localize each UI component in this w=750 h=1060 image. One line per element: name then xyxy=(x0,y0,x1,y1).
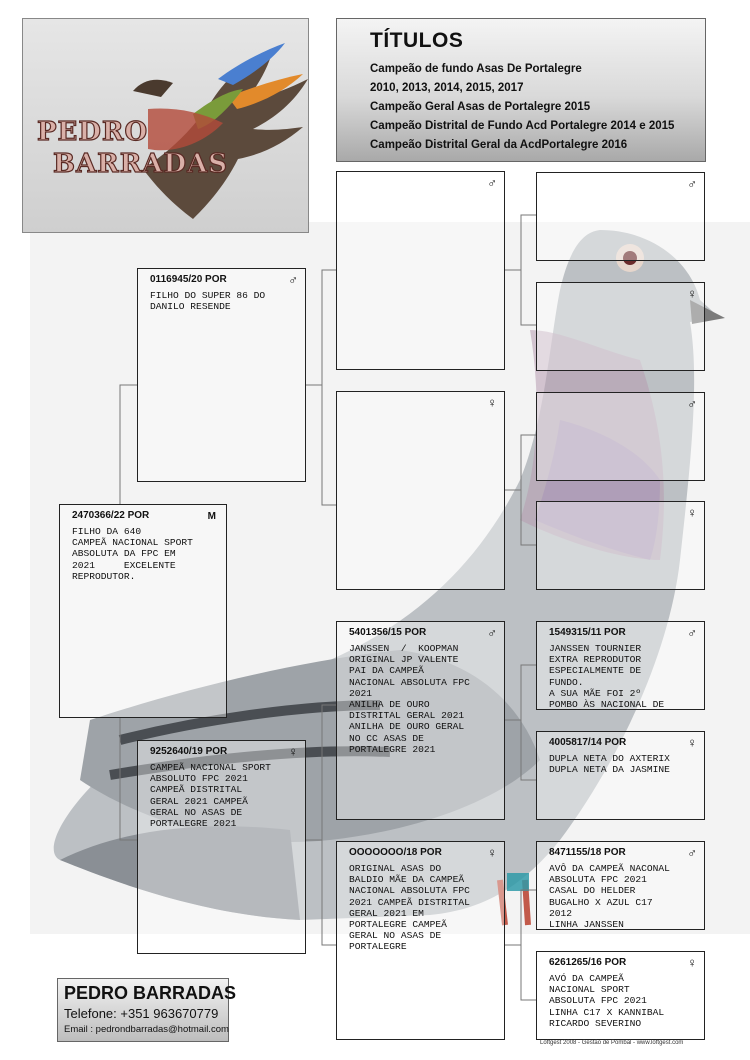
ring-number: 4005817/14 POR xyxy=(549,737,627,748)
title-line: Campeão Geral Asas de Portalegre 2015 xyxy=(370,101,591,113)
contact-name: PEDRO BARRADAS xyxy=(64,983,237,1003)
logo-text-pedro: PEDRO xyxy=(37,117,149,147)
pedigree-card-grandsire-maternal[interactable] xyxy=(336,621,505,820)
ring-number: 8471155/18 POR xyxy=(549,847,626,858)
male-icon: ♂ xyxy=(487,175,497,190)
contact-box xyxy=(57,978,237,1042)
title-line: 2010, 2013, 2014, 2015, 2017 xyxy=(370,82,524,94)
pedigree-card-greatgrandparent[interactable] xyxy=(536,282,705,371)
pedigree-card-subject[interactable] xyxy=(59,504,227,718)
female-icon: ♀ xyxy=(687,955,697,970)
pigeon-description: FILHO DA 640 CAMPEÃ NACIONAL SPORT ABSOLUTA DA FPC EM 2021 EXCELENTE REPRODUTOR. xyxy=(72,526,193,582)
ring-number: 2470366/22 POR xyxy=(72,510,150,521)
pigeon-description: AVÔ DA CAMPEÃ NACONAL ABSOLUTA FPC 2021 CASAL DO HELDER BUGALHO X AZUL C17 2012 LINHA JANSSEN xyxy=(549,863,670,931)
pedigree-card-greatgrandparent[interactable] xyxy=(536,621,705,710)
titles-heading: TÍTULOS xyxy=(370,29,464,52)
contact-phone[interactable]: Telefone: +351 963670779 xyxy=(64,1006,219,1021)
pigeon-description: JANSSEN TOURNIER EXTRA REPRODUTOR ESPECIALMENTE DE FUNDO. A SUA MÃE FOI 2º POMBO ÀS NACIONAL DE xyxy=(549,643,665,711)
pigeon-description: DUPLA NETA DO AXTERIX DUPLA NETA DA JASMINE xyxy=(549,753,670,776)
ring-number: 5401356/15 POR xyxy=(349,627,427,638)
pedigree-card-grandsire-paternal[interactable] xyxy=(336,171,505,370)
logo-panel xyxy=(22,18,309,233)
pedigree-card-greatgrandparent[interactable] xyxy=(536,841,705,930)
male-icon: ♂ xyxy=(687,625,697,640)
ring-number: 9252640/19 POR xyxy=(150,746,228,757)
pedigree-card-granddam-maternal[interactable] xyxy=(336,841,505,1040)
sex-marker: M xyxy=(207,511,216,522)
pedigree-card-sire[interactable] xyxy=(137,268,306,482)
female-icon: ♀ xyxy=(487,845,497,860)
pigeon-description: AVÓ DA CAMPEÃ NACIONAL SPORT ABSOLUTA FPC 2021 LINHA C17 X KANNIBAL RICARDO SEVERINO xyxy=(549,973,665,1029)
title-line: Campeão Distrital Geral da AcdPortalegre 2016 xyxy=(370,139,628,151)
ring-number: 0116945/20 POR xyxy=(150,274,227,285)
ring-number: 6261265/16 POR xyxy=(549,957,627,968)
pigeon-description: JANSSEN / KOOPMAN ORIGINAL JP VALENTE PAI DA CAMPEÃ NACIONAL ABSOLUTA FPC 2021 ANILHA DE OURO DISTRITAL GERAL 2021 ANILHA DE OURO GERAL NO CC ASAS DE PORTALEGRE 2021 xyxy=(349,643,470,755)
male-icon: ♂ xyxy=(687,176,697,191)
title-line: Campeão Distrital de Fundo Acd Portalegre 2014 e 2015 xyxy=(370,120,675,132)
female-icon: ♀ xyxy=(687,735,697,750)
pigeon-description: CAMPEÃ NACIONAL SPORT ABSOLUTO FPC 2021 CAMPEÃ DISTRITAL GERAL 2021 CAMPEÃ GERAL NO ASAS DE PORTALEGRE 2021 xyxy=(150,762,271,830)
logo-text-barradas: BARRADAS xyxy=(53,149,229,179)
male-icon: ♂ xyxy=(487,625,497,640)
software-credit: Loftgest 2008 - Gestão de Pombal - www.loftgest.com xyxy=(540,1040,684,1046)
pedigree-card-greatgrandparent[interactable] xyxy=(536,731,705,820)
titles-panel xyxy=(336,18,706,162)
pedigree-card-greatgrandparent[interactable] xyxy=(536,172,705,261)
pigeon-description: FILHO DO SUPER 86 DO DANILO RESENDE xyxy=(150,290,266,313)
male-icon: ♂ xyxy=(687,845,697,860)
pedigree-card-dam[interactable] xyxy=(137,740,306,954)
pedigree-card-greatgrandparent[interactable] xyxy=(536,501,705,590)
ring-number: OOOOOOO/18 POR xyxy=(349,847,442,858)
female-icon: ♀ xyxy=(687,286,697,301)
pedigree-card-greatgrandparent[interactable] xyxy=(536,951,705,1040)
male-icon: ♂ xyxy=(288,272,298,287)
male-icon: ♂ xyxy=(687,396,697,411)
female-icon: ♀ xyxy=(687,505,697,520)
title-line: Campeão de fundo Asas De Portalegre xyxy=(370,63,582,75)
contact-email[interactable]: Email : pedrondbarradas@hotmail.com xyxy=(64,1024,229,1035)
female-icon: ♀ xyxy=(487,395,497,410)
pigeon-description: ORIGINAL ASAS DO BALDIO MÃE DA CAMPEÃ NACIONAL ABSOLUTA FPC 2021 CAMPEÃ DISTRITAL GERAL 2021 EM PORTALEGRE CAMPEÃ GERAL NO ASAS DE PORTALEGRE xyxy=(349,863,470,953)
ring-number: 1549315/11 POR xyxy=(549,627,626,638)
pedigree-card-granddam-paternal[interactable] xyxy=(336,391,505,590)
pedigree-card-greatgrandparent[interactable] xyxy=(536,392,705,481)
female-icon: ♀ xyxy=(288,744,298,759)
